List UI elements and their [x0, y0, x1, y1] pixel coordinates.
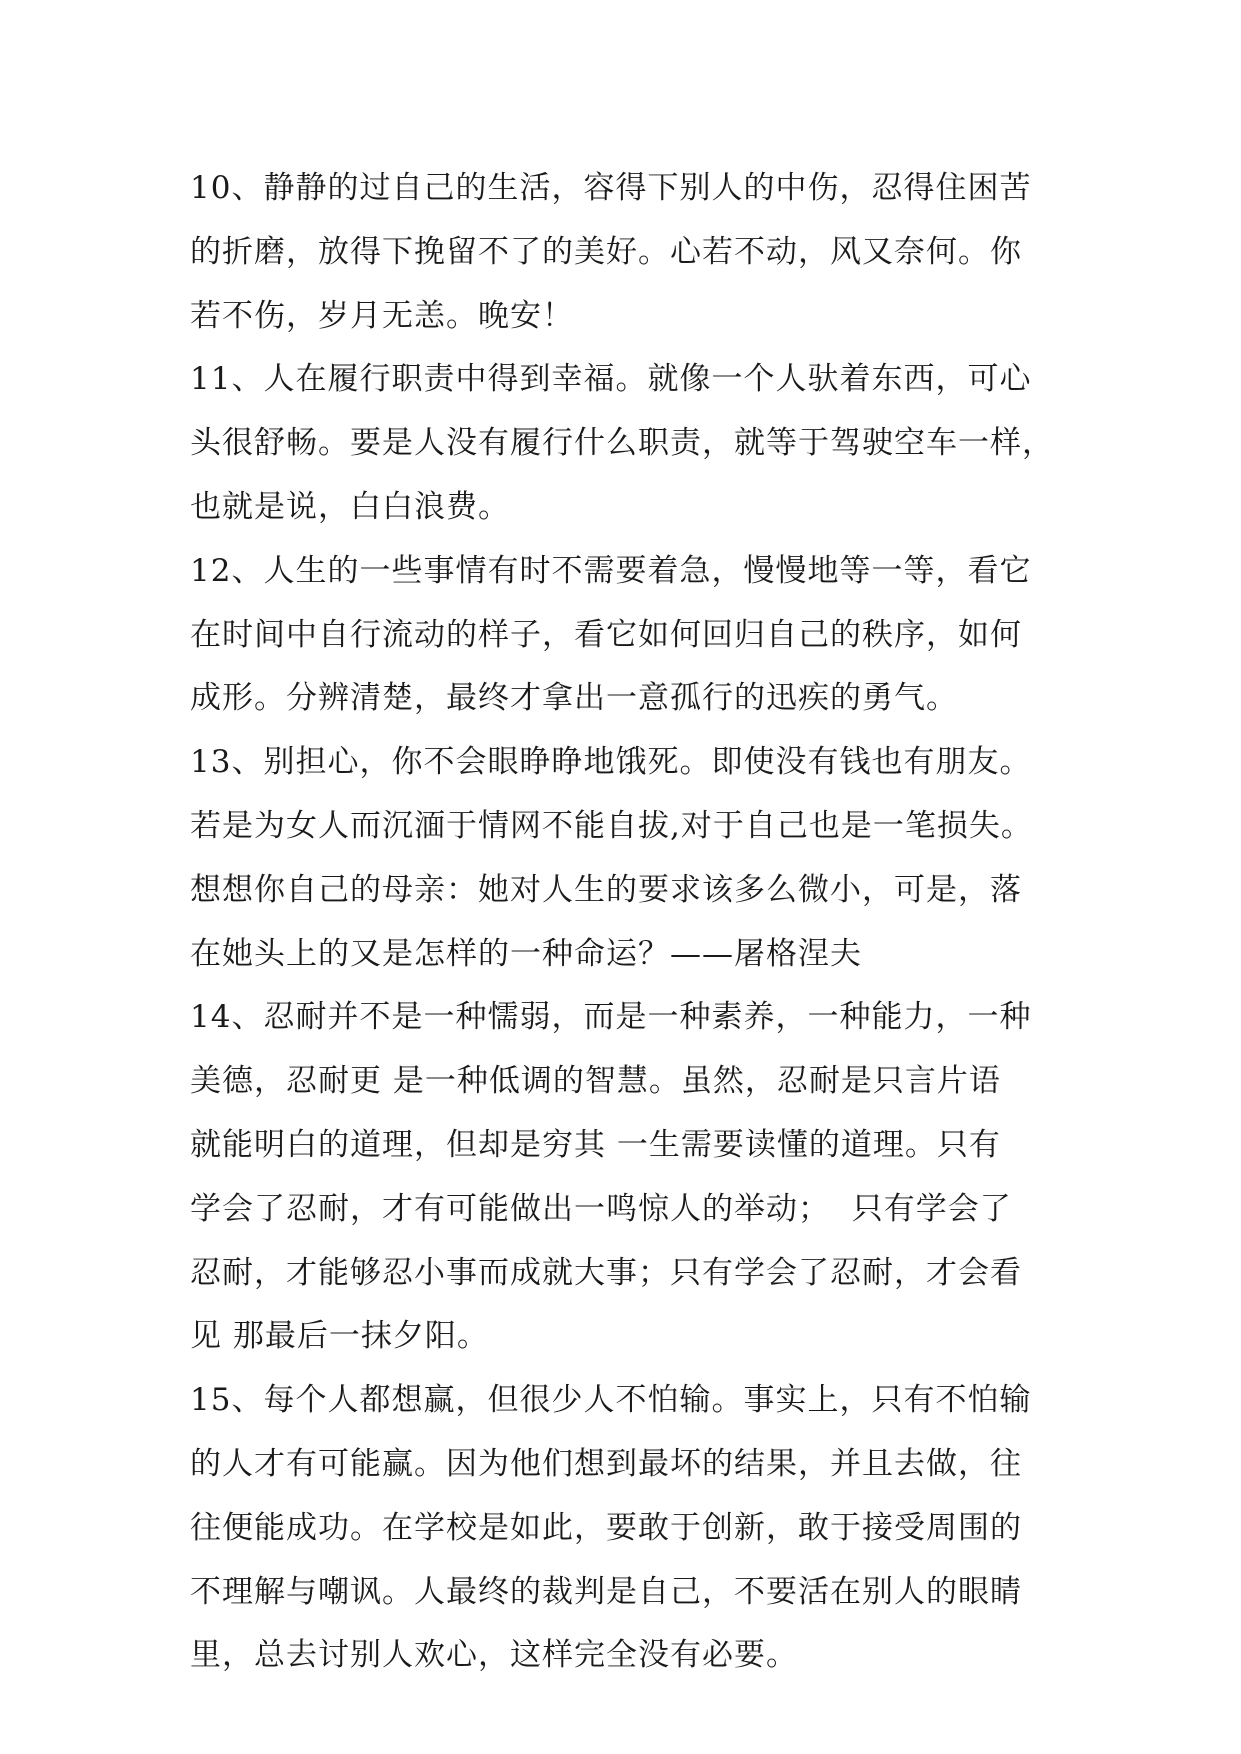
text-line: 美德，忍耐更 是一种低调的智慧。虽然，忍耐是只言片语 — [190, 1063, 1001, 1100]
text-line: 的人才有可能赢。因为他们想到最坏的结果，并且去做，往 — [190, 1445, 1022, 1482]
text-line: 在她头上的又是怎样的一种命运？——屠格涅夫 — [190, 935, 862, 972]
text-line: 学会了忍耐，才有可能做出一鸣惊人的举动； 只有学会了 — [190, 1190, 1012, 1227]
text-line: 见 那最后一抹夕阳。 — [190, 1318, 489, 1355]
text-line: 在时间中自行流动的样子，看它如何回归自己的秩序，如何 — [190, 616, 1022, 653]
text-line: 往便能成功。在学校是如此，要敢于创新，敢于接受周围的 — [190, 1509, 1022, 1546]
text-line: 若不伤，岁月无恙。晚安！ — [190, 297, 574, 334]
text-line: 12、人生的一些事情有时不需要着急，慢慢地等一等，看它 — [190, 552, 1032, 589]
text-line: 头很舒畅。要是人没有履行什么职责，就等于驾驶空车一样， — [190, 425, 1054, 462]
text-line: 也就是说，白白浪费。 — [190, 488, 510, 525]
text-line: 就能明白的道理，但却是穷其 一生需要读懂的道理。只有 — [190, 1126, 1001, 1163]
text-line: 忍耐，才能够忍小事而成就大事；只有学会了忍耐，才会看 — [190, 1254, 1022, 1291]
text-line: 15、每个人都想赢，但很少人不怕输。事实上，只有不怕输 — [190, 1382, 1032, 1419]
text-line: 10、静静的过自己的生活，容得下别人的中伤，忍得住困苦 — [190, 170, 1032, 206]
text-line: 14、忍耐并不是一种懦弱，而是一种素养，一种能力，一种 — [190, 999, 1032, 1036]
text-line: 若是为女人而沉湎于情网不能自拔,对于自己也是一笔损失。 — [190, 807, 1033, 844]
text-line: 13、别担心，你不会眼睁睁地饿死。即使没有钱也有朋友。 — [190, 744, 1032, 781]
text-line: 的折磨，放得下挽留不了的美好。心若不动，风又奈何。你 — [190, 233, 1022, 270]
text-line: 里，总去讨别人欢心，这样完全没有必要。 — [190, 1637, 798, 1674]
text-line: 11、人在履行职责中得到幸福。就像一个人驮着东西，可心 — [190, 361, 1032, 398]
text-line: 不理解与嘲讽。人最终的裁判是自己，不要活在别人的眼睛 — [190, 1573, 1022, 1610]
text-line: 想想你自己的母亲：她对人生的要求该多么微小，可是，落 — [190, 871, 1022, 908]
text-line: 成形。分辨清楚，最终才拿出一意孤行的迅疾的勇气。 — [190, 680, 958, 717]
quote-text-block — [190, 157, 1080, 1688]
